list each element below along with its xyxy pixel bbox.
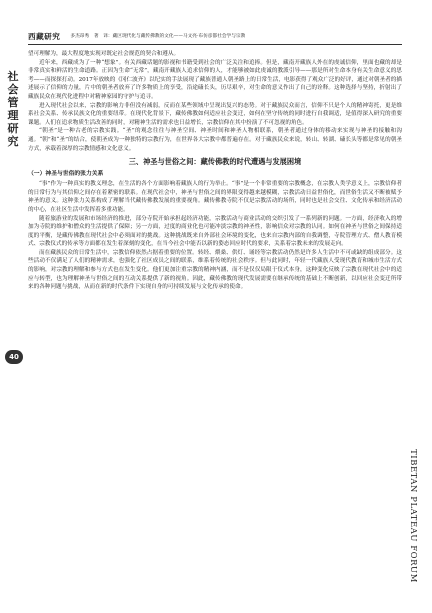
- column-char: 管: [7, 96, 19, 109]
- column-char: 社: [7, 70, 19, 83]
- paragraph: 近年来，西藏成为了一种“想象”。有关西藏话题的影视和书籍受到社会的广泛关注和追捧。但是，藏南开藏族人外在的虔诚信仰，里面也藏的却是非常真实和鲜活的生命道路。正因为生命“无常”，藏南开藏族人追求信仰的人，才能够被如此虔诚的教派引导——那是所对生命本身有关生命意义的思考——而探探打动。2017年放映的《冈仁波齐》以纪实的手法展现了藏族普通人朝圣路上的日常生活，电影获得了观众广泛的好评，通过对朝圣者的描述展示了信仰的力量，片中的朝圣者放弃了许多物质上的享受，沿途磕长头，历尽艰辛，对生命的意义作出了自己的诠释。这种选择与坚持，折射出了藏族民众在现代化进程中对精神家园的守护与追寻。: [28, 59, 402, 100]
- subsection-heading: （一）神圣与世俗的张力关系: [28, 171, 104, 178]
- paragraph: “事”作为一种真实的教义理念，在生活的各个方面影响着藏族人的行为举止。“事”是一个非常重要的宗教概念，在宗教人类学意义上，宗教信仰者的日常行为与其信仰之间存在着紧密的联系。在现代社会中，神圣与世俗之间的界限变得越来越模糊，宗教活动日益世俗化，而世俗生活又不断被赋予神圣的意义。这种张力关系构成了理解当代藏传佛教发展的重要视角。藏传佛教寺院不仅是宗教活动的场所，同时也是社会交往、文化传承和经济活动的中心，在社区生活中发挥着多重功能。: [28, 181, 402, 213]
- section-heading: 三、神圣与世俗之间：藏传佛教的时代遭遇与发展困境: [128, 157, 302, 167]
- column-char: 究: [7, 135, 19, 148]
- column-char: 会: [7, 83, 19, 96]
- header-rule: [28, 44, 402, 45]
- column-char: 理: [7, 109, 19, 122]
- paragraph: 而在藏族民众的日常生活中，宗教信仰依然占据着重要的位置。转经、煨桑、供灯、诵经等宗教活动仍然是许多人生活中不可或缺的组成部分。这些活动不仅满足了人们的精神需求，也强化了社区成员之间的联系，维系着传统的社会秩序。但与此同时，年轻一代藏族人受现代教育和城市生活方式的影响，对宗教的理解和参与方式也在发生变化。他们更加注重宗教的精神内涵，而不是仅仅局限于仪式本身，这种变化反映了宗教在现代社会中的适应与转型，也为理解神圣与世俗之间的互动关系提供了新的视角。因此，藏传佛教的现代发展需要在继承传统的基础上不断创新，以回应社会变迁所带来的各种问题与挑战，从而在新的时代条件下实现自身的可持续发展与文化传承的使命。: [28, 249, 402, 291]
- paragraph: “朝圣”是一种古老的宗教实践。“圣”的观念往往与神圣空间、神圣时间和神圣人物相联系，朝圣者通过身体的移动来实现与神圣的接触和沟通。“朝”和“圣”的结合，使朝圣成为一种独特的宗教行为，在世界各大宗教中都普遍存在。对于藏族民众来说，转山、转湖、磕长头等都是常见的朝圣方式，承载着深厚的宗教情感和文化意义。: [28, 128, 402, 152]
- side-journal-text: TIBETAN PLATEAU FORUM: [409, 449, 419, 583]
- paragraph: 进入现代社会以来，宗教的影响力非但没有减弱，反而在某些领域中呈现出复兴的态势。对于藏族民众而言，信仰不只是个人的精神寄托，更是维系社会关系、传承民族文化的重要纽带。在现代化背景下，藏传佛教如何适应社会变迁，如何在坚守传统的同时进行自我调适，是值得深入研究的重要课题。人们在追求物质生活改善的同时，对精神生活的需求也日益增长，宗教信仰在其中扮演了不可忽视的角色。: [28, 102, 402, 126]
- column-char: 研: [7, 122, 19, 135]
- page-number: 40: [5, 350, 23, 364]
- running-title: 多杰昂秀 著 译：藏区现代化与藏传佛教的文化——马文亮·布仿彦都社会学与宗教: [70, 34, 246, 39]
- journal-title: 西藏研究: [28, 31, 61, 41]
- paragraph: 望可理解为，最大程度地实现对既定社会规范的契合和遵从。: [28, 51, 180, 57]
- side-journal-name: [404, 436, 424, 596]
- paragraph: 随着旅游业的发展和市场经济的推进，部分寺院开始承担起经济功能，宗教活动与商业活动的交织引发了一系列新的问题。一方面，经济收入的增加为寺院的维护和僧众的生活提供了保障；另一方面，过度的商业化也可能冲淡宗教的神圣性，影响信众对宗教的认同。如何在神圣与世俗之间保持适度的平衡，是藏传佛教在现代社会中必须面对的挑战。这种挑战既来自外部社会环境的变化，也来自宗教内部的自我调整，寺院管理方式、僧人教育模式、宗教仪式的传承等方面都在发生着深刻的变化，在当今社会中能否以新的姿态回应时代的要求，关系着宗教未来的发展走向。: [28, 215, 402, 248]
- running-header: [28, 30, 402, 42]
- body-text: [28, 50, 402, 596]
- column-title: [6, 70, 20, 148]
